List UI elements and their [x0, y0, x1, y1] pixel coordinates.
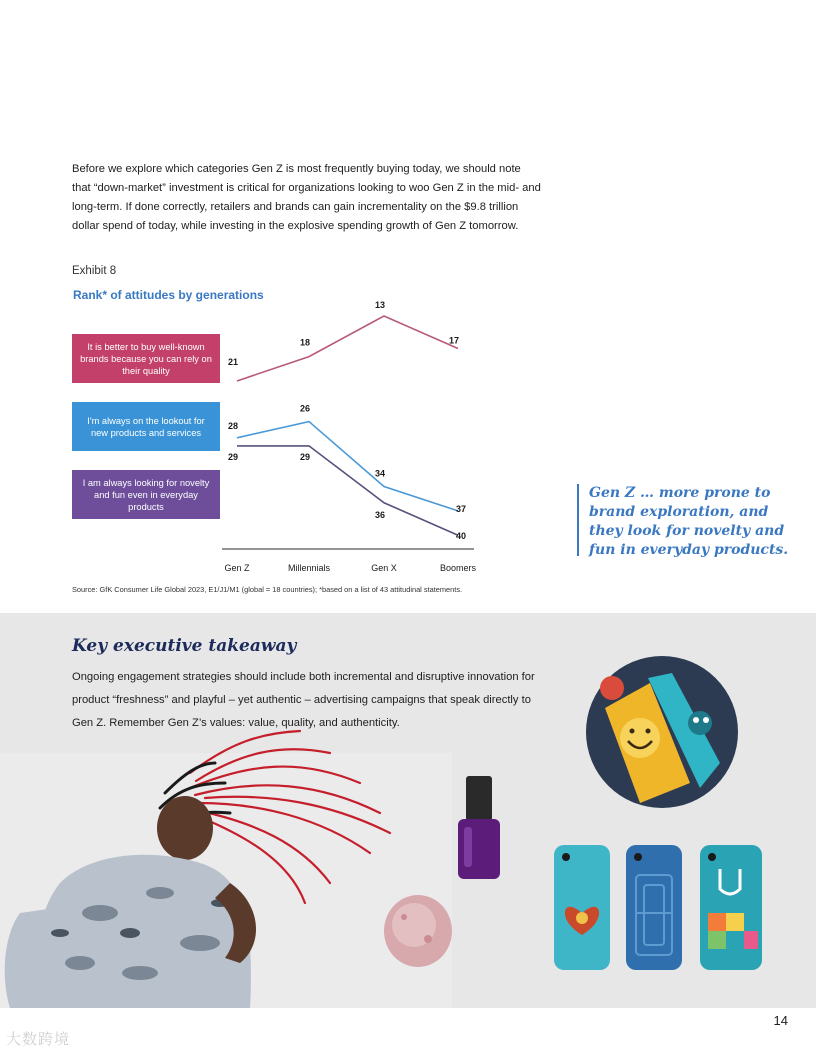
data-label: 36	[375, 509, 386, 520]
series-line-0	[237, 316, 458, 381]
series-line-1	[237, 422, 458, 511]
x-tick-label: Boomers	[439, 563, 477, 573]
chart-title: Rank* of attitudes by generations	[73, 288, 264, 302]
source-note: Source: GfK Consumer Life Global 2023, E1/J1/M1 (global = 18 countries); *based on a list of 43 attitudinal statements.	[72, 585, 463, 594]
data-label: 37	[456, 503, 467, 514]
phone-cases	[554, 845, 762, 970]
takeaway-title: Key executive takeaway	[72, 636, 297, 656]
x-tick-label: Gen Z	[224, 563, 250, 573]
nail-polish-bottle	[458, 776, 500, 879]
legend-box-novelty-fun: I am always looking for novelty and fun even in everyday products	[72, 470, 220, 519]
data-label: 28	[228, 420, 239, 431]
data-label: 21	[228, 356, 239, 367]
pull-quote: Gen Z … more prone to brand exploration, and they look for novelty and fun in everyday products.	[577, 484, 789, 556]
data-label: 40	[456, 531, 467, 542]
data-label: 13	[375, 300, 386, 310]
exhibit-label: Exhibit 8	[72, 265, 117, 277]
takeaway-body: Ongoing engagement strategies should include both incremental and disruptive innovation for product “freshness” and playful – yet authentic – advertising campaigns that speak directly to Gen Z. Remember Gen Z’s values: value, quality, and authenticity.	[72, 671, 535, 729]
data-label: 34	[375, 468, 386, 479]
watermark-logo: 大数跨境	[6, 1031, 71, 1048]
x-tick-label: Gen X	[371, 563, 397, 573]
x-tick-label: Millennials	[287, 563, 331, 573]
data-label: 17	[449, 335, 460, 346]
data-label: 29	[300, 451, 311, 462]
data-label: 29	[228, 451, 239, 462]
legend-box-new-products: I'm always on the lookout for new products and services	[72, 402, 220, 451]
legend-box-well-known-brands: It is better to buy well-known brands because you can rely on their quality	[72, 334, 220, 383]
intro-paragraph: Before we explore which categories Gen Z is most frequently buying today, we should note that “down-market” investment is critical for organizations looking to woo Gen Z in the mid- and long-term. If done correctly, retailers and brands can gain incrementality on the $9.8 trillion dollar spend of today, while investing in the explosive spending growth of Gen Z tomorrow.	[72, 163, 541, 232]
series-line-2	[237, 446, 458, 535]
soda-cans-image	[586, 656, 738, 808]
data-label: 26	[300, 403, 311, 414]
makeup-powder	[384, 895, 452, 967]
page-number: 14	[773, 1013, 788, 1028]
data-label: 18	[300, 337, 311, 348]
woman-photo	[0, 731, 452, 1008]
